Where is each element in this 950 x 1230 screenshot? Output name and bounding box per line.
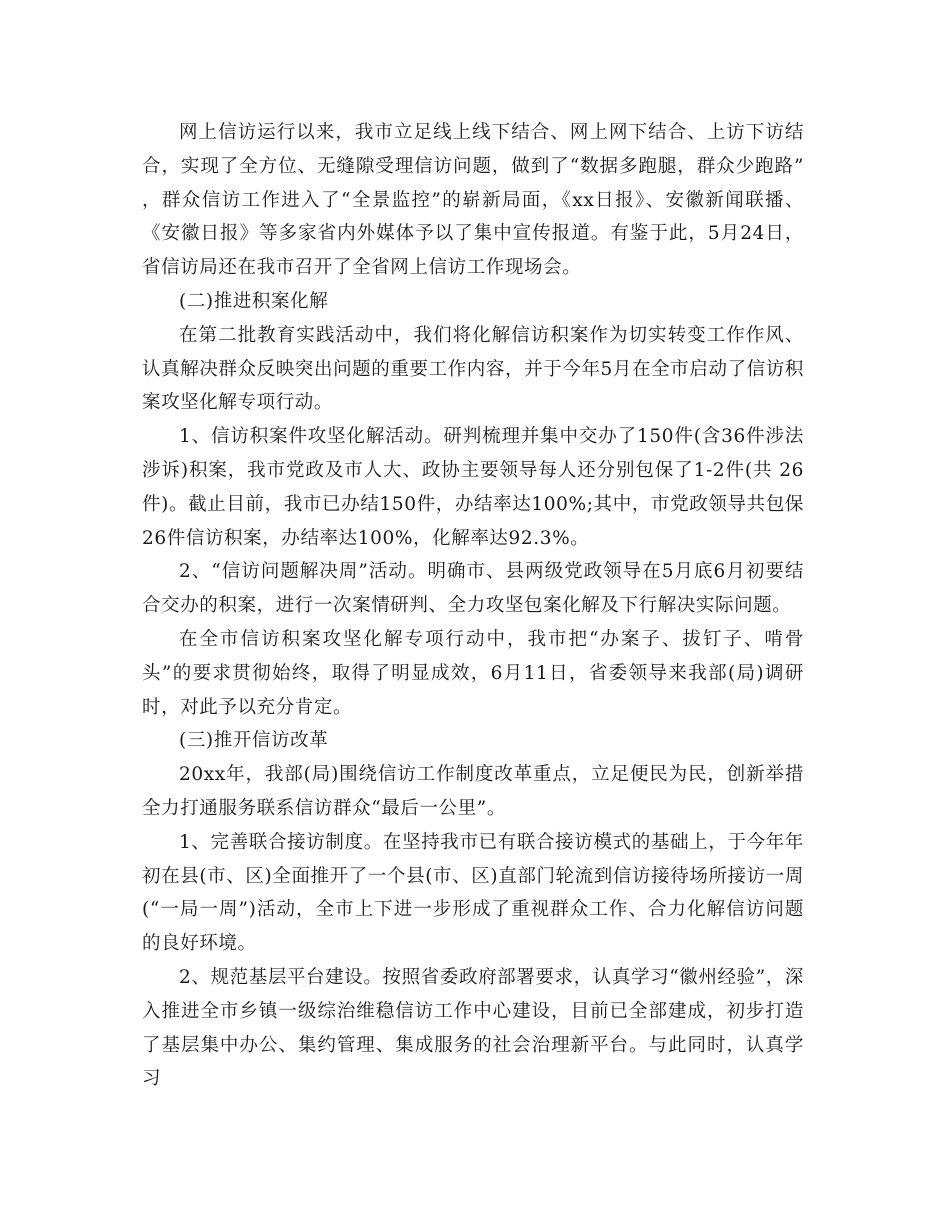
document-body xyxy=(142,116,804,1096)
paragraph-reform-overview: 20xx年，我部(局)围绕信访工作制度改革重点，立足便民为民，创新举措全力打通服务联系信访群众“最后一公里”。 xyxy=(142,764,804,819)
paragraph-campaign-results: 在全市信访积案攻坚化解专项行动中，我市把“办案子、拔钉子、啃骨头”的要求贯彻始终，取得了明显成效，6月11日，省委领导来我部(局)调研时，对此予以充分肯定。 xyxy=(142,628,804,718)
paragraph-grassroots-platform: 2、规范基层平台建设。按照省委政府部署要求，认真学习“徽州经验”，深入推进全市乡镇一级综治维稳信访工作中心建设，目前已全部建成，初步打造了基层集中办公、集约管理、集成服务的社会治理新平台。与此同时，认真学习 xyxy=(142,966,804,1090)
paragraph-backlog-cases: 1、信访积案件攻坚化解活动。研判梳理并集中交办了150件(含36件涉法涉诉)积案，我市党政及市人大、政协主要领导每人还分别包保了1-2件(共 26件)。截止目前，我市已办结150件，办结率达100%;其中，市党政领导共包保26件信访积案，办结率达100%，化解率达92.3%。 xyxy=(142,426,804,549)
paragraph-online-petition: 网上信访运行以来，我市立足线上线下结合、网上网下结合、上访下访结合，实现了全方位、无缝隙受理信访问题，做到了“数据多跑腿，群众少跑路” ，群众信访工作进入了“全景监控”的崭新局面，《xx日报》、安徽新闻联播、《安徽日报》等多家省内外媒体予以了集中宣传报道。有鉴于此，5月24日，省信访局还在我市召开了全省网上信访工作现场会。 xyxy=(142,122,804,279)
paragraph-education-campaign: 在第二批教育实践活动中，我们将化解信访积案作为切实转变工作作风、认真解决群众反映突出问题的重要工作内容，并于今年5月在全市启动了信访积案攻坚化解专项行动。 xyxy=(142,324,804,414)
paragraph-joint-reception: 1、完善联合接访制度。在坚持我市已有联合接访模式的基础上，于今年年初在县(市、区)全面推开了一个县(市、区)直部门轮流到信访接待场所接访一周(“一局一周”)活动，全市上下进一步形成了重视群众工作、合力化解信访问题的良好环境。 xyxy=(142,831,804,955)
section-heading-case-resolution: (二)推进积案化解 xyxy=(179,290,329,312)
paragraph-resolution-week: 2、“信访问题解决周”活动。明确市、县两级党政领导在5月底6月初要结合交办的积案，进行一次案情研判、全力攻坚包案化解及下行解决实际问题。 xyxy=(142,561,804,617)
section-heading-petition-reform: (三)推开信访改革 xyxy=(179,730,329,752)
